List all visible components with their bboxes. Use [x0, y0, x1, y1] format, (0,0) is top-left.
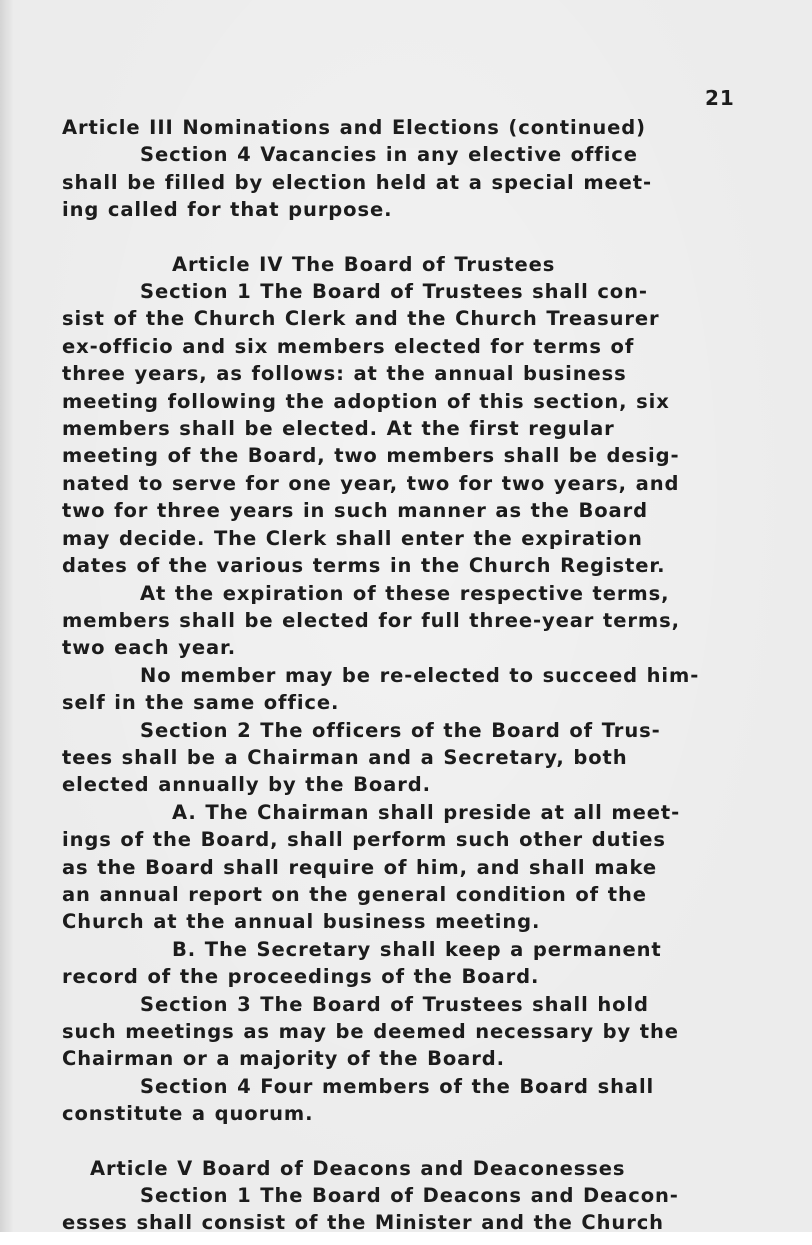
text-line: sist of the Church Clerk and the Church Treasurer [62, 307, 660, 331]
text-line: ing called for that purpose. [62, 198, 393, 222]
text-line: such meetings as may be deemed necessary by the [62, 1020, 679, 1043]
text-line: record of the proceedings of the Board. [62, 965, 540, 989]
text-line: A. The Chairman shall preside at all meet- [172, 800, 681, 824]
text-line: an annual report on the general condition of the [62, 882, 647, 906]
text-line: Church at the annual business meeting. [62, 910, 541, 934]
text-line: meeting following the adoption of this section, six [62, 389, 670, 413]
text-line: At the expiration of these respective terms, [140, 581, 670, 605]
text-line: Section 4 Four members of the Board shall [140, 1074, 655, 1098]
text-line: dates of the various terms in the Church Register. [62, 554, 666, 578]
text-line: No member may be re-elected to succeed him- [140, 663, 700, 687]
text-line: elected annually by the Board. [62, 773, 431, 797]
text-line: members shall be elected. At the first regular [62, 417, 615, 441]
text-line: nated to serve for one year, two for two years, and [62, 471, 680, 495]
text-line: Section 3 The Board of Trustees shall hold [140, 992, 649, 1016]
text-line: meeting of the Board, two members shall be desig- [62, 444, 680, 468]
text-line: ings of the Board, shall perform such other duties [62, 828, 666, 852]
text-line: Section 2 The officers of the Board of Trus- [140, 718, 661, 742]
text-line: two each year. [62, 636, 237, 660]
text-line: ex-officio and six members elected for terms of [62, 334, 635, 358]
text-line: self in the same office. [62, 691, 340, 715]
text-line: as the Board shall require of him, and shall make [62, 855, 657, 879]
text-line: esses shall consist of the Minister and the Church [62, 1211, 664, 1235]
page-body [62, 114, 782, 1237]
page-number: 21 [705, 86, 735, 110]
text-line: shall be filled by election held at a special meet- [62, 170, 653, 194]
article-v-heading: Article V Board of Deacons and Deaconesses [90, 1156, 626, 1180]
text-line: tees shall be a Chairman and a Secretary, both [62, 745, 628, 769]
text-line: Section 1 The Board of Trustees shall con- [140, 280, 648, 304]
text-line: constitute a quorum. [62, 1102, 314, 1126]
text-line: Section 1 The Board of Deacons and Deacon- [140, 1184, 679, 1208]
text-line: may decide. The Clerk shall enter the expiration [62, 526, 643, 550]
article-iii-heading: Article III Nominations and Elections (continued) [62, 116, 646, 139]
text-line: members shall be elected for full three-year terms, [62, 608, 680, 632]
text-line: Section 4 Vacancies in any elective office [140, 143, 638, 167]
text-line: three years, as follows: at the annual business [62, 362, 627, 386]
text-line: B. The Secretary shall keep a permanent [172, 937, 662, 961]
text-line: Chairman or a majority of the Board. [62, 1047, 505, 1071]
text-line: two for three years in such manner as the Board [62, 499, 648, 523]
article-iv-heading: Article IV The Board of Trustees [172, 252, 556, 276]
